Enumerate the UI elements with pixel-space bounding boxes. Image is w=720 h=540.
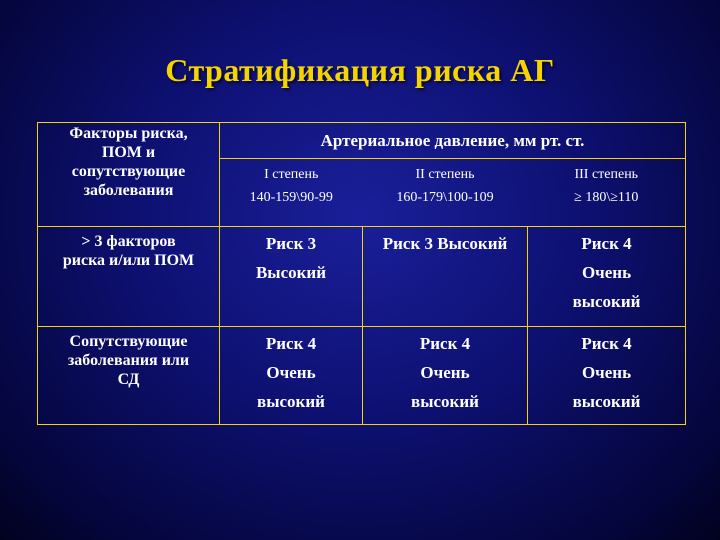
risk-line: Очень xyxy=(420,363,470,382)
factor-header-cell xyxy=(38,123,220,227)
risk-cell xyxy=(220,227,363,327)
risk-line: Очень xyxy=(266,363,316,382)
factor-line: риска и/или ПОМ xyxy=(62,252,195,269)
risk-line: Риск 4 xyxy=(419,334,471,353)
factor-line: Сопутствующие xyxy=(69,333,188,350)
risk-line: Очень xyxy=(581,263,632,282)
risk-cell xyxy=(528,327,686,425)
grade-range: ≥ 180\≥110 xyxy=(574,190,639,205)
risk-line: Высокий xyxy=(255,263,327,282)
factor-line: > 3 факторов xyxy=(81,233,176,250)
grade-name: I степень xyxy=(264,167,319,182)
factor-header-line: ПОМ и xyxy=(101,144,156,161)
risk-line: высокий xyxy=(572,292,641,311)
table-header-row xyxy=(38,123,686,159)
factor-line: СД xyxy=(117,371,140,388)
table-row xyxy=(38,227,686,327)
risk-stratification-table xyxy=(37,122,686,425)
factor-cell xyxy=(38,227,220,327)
grade-range: 140-159\90-99 xyxy=(249,190,333,205)
factor-line: заболевания или xyxy=(67,352,190,369)
factor-header-line: Факторы риска, xyxy=(69,125,188,142)
risk-line: Риск 4 xyxy=(265,334,317,353)
grade-name: III степень xyxy=(574,167,639,182)
risk-line: Риск 3 Высокий xyxy=(382,234,508,253)
risk-line: Риск 4 xyxy=(581,334,632,353)
risk-cell xyxy=(363,227,528,327)
factor-header-line: заболевания xyxy=(83,182,174,199)
risk-cell xyxy=(363,327,528,425)
risk-line: Риск 4 xyxy=(581,234,632,253)
risk-cell xyxy=(528,227,686,327)
risk-cell xyxy=(220,327,363,425)
factor-cell xyxy=(38,327,220,425)
table-row xyxy=(38,327,686,425)
factor-header-line: сопутствующие xyxy=(71,163,186,180)
slide-title: Стратификация риска АГ xyxy=(165,52,555,88)
grade-cell-2 xyxy=(363,159,528,227)
grade-cell-3 xyxy=(528,159,686,227)
risk-line: высокий xyxy=(572,392,641,411)
risk-line: Риск 3 xyxy=(265,234,317,253)
grade-cell-1 xyxy=(220,159,363,227)
grade-name: II степень xyxy=(415,167,475,182)
risk-line: высокий xyxy=(411,392,479,411)
risk-line: высокий xyxy=(257,392,325,411)
grade-range: 160-179\100-109 xyxy=(396,190,494,205)
risk-line: Очень xyxy=(581,363,632,382)
bp-header-cell: Артериальное давление, мм рт. ст. xyxy=(220,123,686,159)
